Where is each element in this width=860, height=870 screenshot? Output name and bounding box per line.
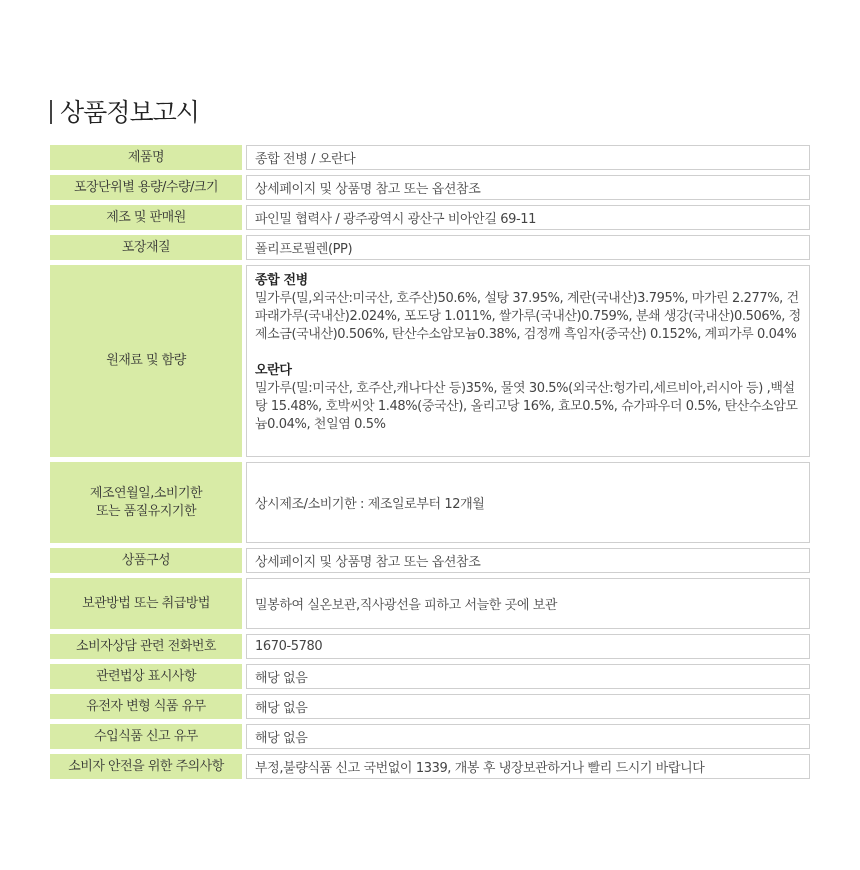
row-value: 부정,불량식품 신고 국번없이 1339, 개봉 후 냉장보관하거나 빨리 드시기 바랍니다 — [246, 754, 810, 779]
row-label: 원재료 및 함량 — [50, 265, 242, 457]
product-info-table — [50, 145, 810, 784]
row-value: 파인밀 협력사 / 광주광역시 광산구 비아안길 69-11 — [246, 205, 810, 230]
row-label: 상품구성 — [50, 548, 242, 573]
row-value: 종합 전병 / 오란다 — [246, 145, 810, 170]
row-value: 폴리프로필렌(PP) — [246, 235, 810, 260]
row-value: 1670-5780 — [246, 634, 810, 659]
table-row — [50, 578, 810, 629]
row-value: 밀봉하여 실온보관,직사광선을 피하고 서늘한 곳에 보관 — [246, 578, 810, 629]
row-value: 상세페이지 및 상품명 참고 또는 옵션참조 — [246, 548, 810, 573]
table-row — [50, 235, 810, 260]
table-row — [50, 724, 810, 749]
row-label: 포장단위별 용량/수량/크기 — [50, 175, 242, 200]
table-row — [50, 754, 810, 779]
row-label: 제조연월일,소비기한 또는 품질유지기한 — [50, 462, 242, 543]
page-title-text: 상품정보고시 — [60, 98, 199, 127]
row-label: 소비자상담 관련 전화번호 — [50, 634, 242, 659]
row-label: 보관방법 또는 취급방법 — [50, 578, 242, 629]
row-value: 해당 없음 — [246, 724, 810, 749]
row-value: 상시제조/소비기한 : 제조일로부터 12개월 — [246, 462, 810, 543]
page-title — [50, 96, 199, 130]
ingredient-product-name: 종합 전병 — [255, 273, 308, 288]
table-row — [50, 205, 810, 230]
row-label: 소비자 안전을 위한 주의사항 — [50, 754, 242, 779]
row-label: 제품명 — [50, 145, 242, 170]
row-label: 유전자 변형 식품 유무 — [50, 694, 242, 719]
row-label: 수입식품 신고 유무 — [50, 724, 242, 749]
row-label: 포장재질 — [50, 235, 242, 260]
table-row — [50, 175, 810, 200]
row-label: 제조 및 판매원 — [50, 205, 242, 230]
table-row — [50, 462, 810, 543]
table-row — [50, 265, 810, 457]
row-label: 관련법상 표시사항 — [50, 664, 242, 689]
row-value: 해당 없음 — [246, 664, 810, 689]
row-value: 상세페이지 및 상품명 참고 또는 옵션참조 — [246, 175, 810, 200]
ingredients-value — [246, 265, 810, 457]
table-row — [50, 548, 810, 573]
ingredient-text: 밀가루(밀,외국산:미국산, 호주산)50.6%, 설탕 37.95%, 계란(국내산)3.795%, 마가린 2.277%, 건파래가루(국내산)2.024%, 포도당 1.011%, 쌀가루(국내산)0.759%, 분쇄 생강(국내산)0.506%, 정제소금(국내산)0.506%, 탄산수소암모늄0.38%, 검정깨 흑임자(중국산) 0.152%, 계피가루 0.04% — [255, 291, 801, 342]
ingredient-text: 밀가루(밀:미국산, 호주산,캐나다산 등)35%, 물엿 30.5%(외국산:헝가리,세르비아,러시아 등) ,백설탕 15.48%, 호박씨앗 1.48%(중국산), 올리고당 16%, 효모0.5%, 슈가파우더 0.5%, 탄산수소암모늄0.04%, 천일염 0.5% — [255, 381, 798, 432]
row-value: 해당 없음 — [246, 694, 810, 719]
table-row — [50, 634, 810, 659]
ingredient-product-name: 오란다 — [255, 363, 292, 378]
table-row — [50, 145, 810, 170]
table-row — [50, 664, 810, 689]
title-bar — [50, 100, 52, 124]
table-row — [50, 694, 810, 719]
